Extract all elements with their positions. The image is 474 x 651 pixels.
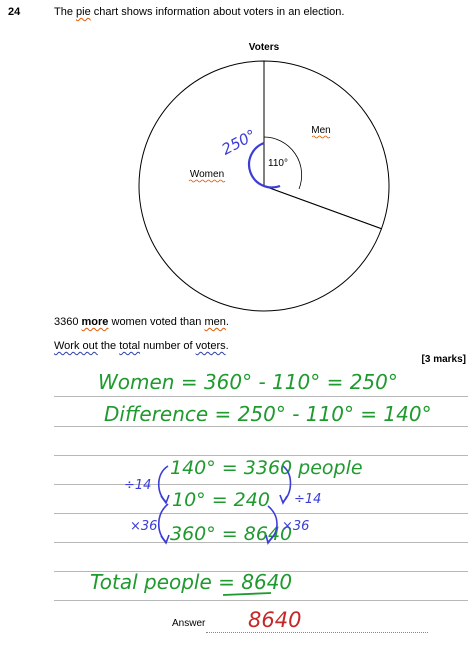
sentence3-work-out: Work out bbox=[54, 340, 98, 352]
working-line-2: Difference = 250° - 110° = 140° bbox=[104, 402, 432, 426]
sentence3-mid: number of bbox=[140, 340, 196, 352]
chart-title: Voters bbox=[248, 42, 280, 53]
sentence3-total: total bbox=[119, 340, 141, 352]
sentence3-end: . bbox=[225, 340, 229, 352]
slice-label-women: Women bbox=[189, 169, 225, 180]
stem-prefix: The bbox=[54, 6, 77, 18]
working-line-4: 10° = 240 bbox=[172, 489, 270, 511]
stem-pie-word: pie bbox=[76, 6, 91, 18]
sentence2-more: more bbox=[81, 316, 109, 328]
divide-note-left: ÷14 bbox=[124, 478, 152, 493]
sentence2-men: men bbox=[204, 316, 226, 328]
left-multiply-bracket bbox=[159, 504, 168, 542]
stem-rest: chart shows information about voters in an election. bbox=[90, 6, 345, 18]
divide-note-right: ÷14 bbox=[294, 492, 322, 507]
right-divide-arrow-icon bbox=[280, 495, 287, 503]
working-line-3: 140° = 3360 people bbox=[170, 457, 363, 479]
slice-label-men: Men bbox=[311, 125, 331, 136]
answer-label: Answer bbox=[172, 618, 206, 629]
working-line-5: 360° = 8640 bbox=[170, 523, 293, 545]
final-answer: 8640 bbox=[248, 608, 302, 632]
men-angle-label: 110° bbox=[268, 158, 288, 169]
sentence3-voters: voters bbox=[195, 340, 226, 352]
question-number: 24 bbox=[8, 6, 21, 18]
multiply-note-left: ×36 bbox=[130, 519, 158, 534]
multiply-note-right: ×36 bbox=[282, 519, 310, 534]
sentence3-the: the bbox=[97, 340, 120, 352]
total-working-line: Total people = 8640 bbox=[90, 570, 293, 594]
answer-line bbox=[206, 632, 428, 633]
sentence2-end: . bbox=[225, 316, 229, 328]
left-divide-bracket bbox=[159, 466, 168, 502]
working-line-1: Women = 360° - 110° = 250° bbox=[98, 370, 398, 394]
marks-label: [3 marks] bbox=[421, 354, 466, 365]
sentence2-number: 3360 bbox=[54, 316, 82, 328]
handwritten-angle-note: 250° bbox=[218, 125, 260, 159]
sentence2-mid: women voted than bbox=[108, 316, 205, 328]
